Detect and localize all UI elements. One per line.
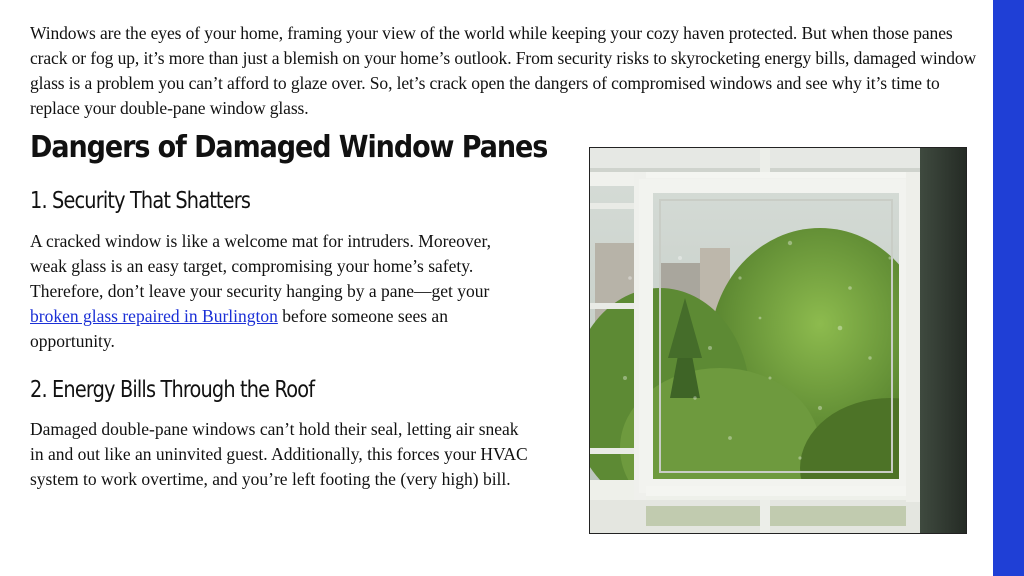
paragraph-security bbox=[30, 229, 530, 354]
heading-energy-bills: 2. Energy Bills Through the Roof bbox=[30, 377, 315, 403]
paragraph-energy-bills: Damaged double-pane windows can’t hold their seal, letting air sneak in and out like an uninvited guest. Additionally, this forces your HVAC system to work overtime, and you’re left footing the (very high) bill. bbox=[30, 419, 528, 489]
intro-paragraph: Windows are the eyes of your home, framing your view of the world while keeping your cozy haven protected. But when those panes crack or fog up, it’s more than just a blemish on your home’s outlook. From security risks to skyrocketing energy bills, damaged window glass is a problem you can’t afford to glaze over. So, let’s crack open the dangers of compromised windows and see why it’s time to replace your double-pane window glass. bbox=[30, 23, 977, 118]
window-photo bbox=[589, 147, 967, 534]
section-title: Dangers of Damaged Window Panes bbox=[30, 130, 548, 165]
heading-security: 1. Security That Shatters bbox=[30, 188, 251, 214]
accent-side-bar bbox=[993, 0, 1024, 576]
paragraph-security-text-start: A cracked window is like a welcome mat for intruders. Moreover, weak glass is an easy target, compromising your home’s safety. Therefore, don’t leave your security hanging by a pane—get your bbox=[30, 231, 491, 301]
broken-glass-repair-link[interactable]: broken glass repaired in Burlington bbox=[30, 306, 278, 326]
window-illustration bbox=[590, 148, 966, 533]
paragraph-security-text-end: before someone sees an opportunity. bbox=[30, 306, 448, 351]
